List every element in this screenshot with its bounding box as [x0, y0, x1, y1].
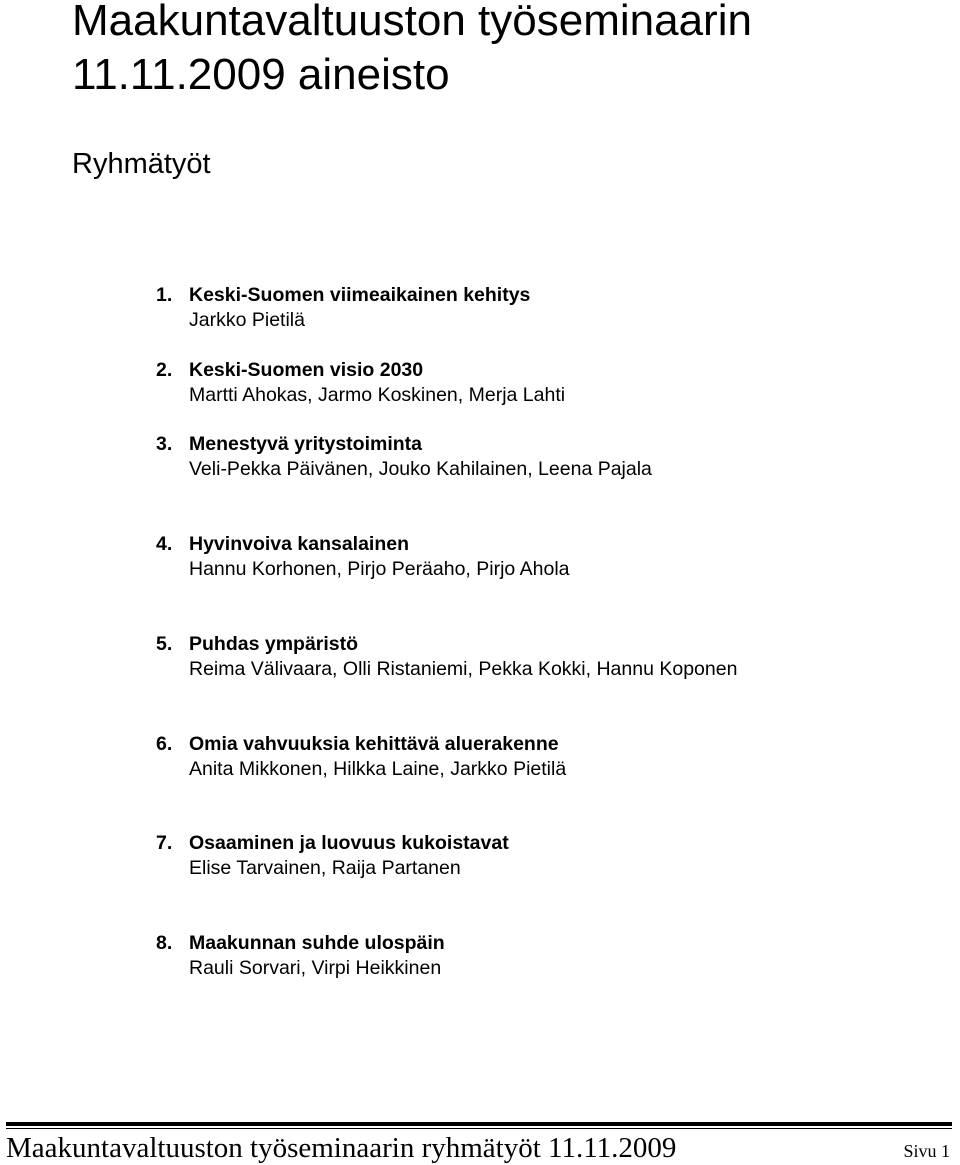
group-members: Hannu Korhonen, Pirjo Peräaho, Pirjo Ahola [189, 558, 570, 580]
group-number: 3. [156, 433, 173, 455]
group-title: Hyvinvoiva kansalainen [189, 533, 410, 555]
section-subtitle: Ryhmätyöt [72, 148, 211, 180]
group-members: Reima Välivaara, Olli Ristaniemi, Pekka Kokki, Hannu Koponen [189, 658, 738, 680]
group-number: 7. [156, 832, 173, 854]
footer-divider-thin [6, 1128, 952, 1129]
title-line-2: 11.11.2009 aineisto [72, 50, 450, 99]
group-members: Jarkko Pietilä [189, 309, 305, 331]
group-number: 6. [156, 733, 173, 755]
group-members: Veli-Pekka Päivänen, Jouko Kahilainen, Leena Pajala [189, 458, 652, 480]
group-number: 4. [156, 533, 173, 555]
group-title: Keski-Suomen visio 2030 [189, 359, 424, 381]
group-title: Keski-Suomen viimeaikainen kehitys [189, 284, 531, 306]
group-title: Omia vahvuuksia kehittävä aluerakenne [189, 733, 559, 755]
page-number: Sivu 1 [903, 1141, 950, 1161]
group-title: Osaaminen ja luovuus kukoistavat [189, 832, 509, 854]
group-title: Maakunnan suhde ulospäin [189, 932, 445, 954]
group-title: Menestyvä yritystoiminta [189, 433, 423, 455]
group-members: Rauli Sorvari, Virpi Heikkinen [189, 957, 442, 979]
group-title: Puhdas ympäristö [189, 633, 359, 655]
group-number: 8. [156, 932, 173, 954]
group-number: 5. [156, 633, 173, 655]
footer-text: Maakuntavaltuuston työseminaarin ryhmätyöt 11.11.2009 [6, 1132, 677, 1164]
group-members: Martti Ahokas, Jarmo Koskinen, Merja Lahti [189, 384, 566, 406]
title-line-1: Maakuntavaltuuston työseminaarin [72, 0, 752, 45]
group-number: 1. [156, 284, 173, 306]
group-number: 2. [156, 359, 173, 381]
group-members: Anita Mikkonen, Hilkka Laine, Jarkko Pietilä [189, 758, 567, 780]
footer-divider [6, 1122, 952, 1126]
group-members: Elise Tarvainen, Raija Partanen [189, 857, 461, 879]
